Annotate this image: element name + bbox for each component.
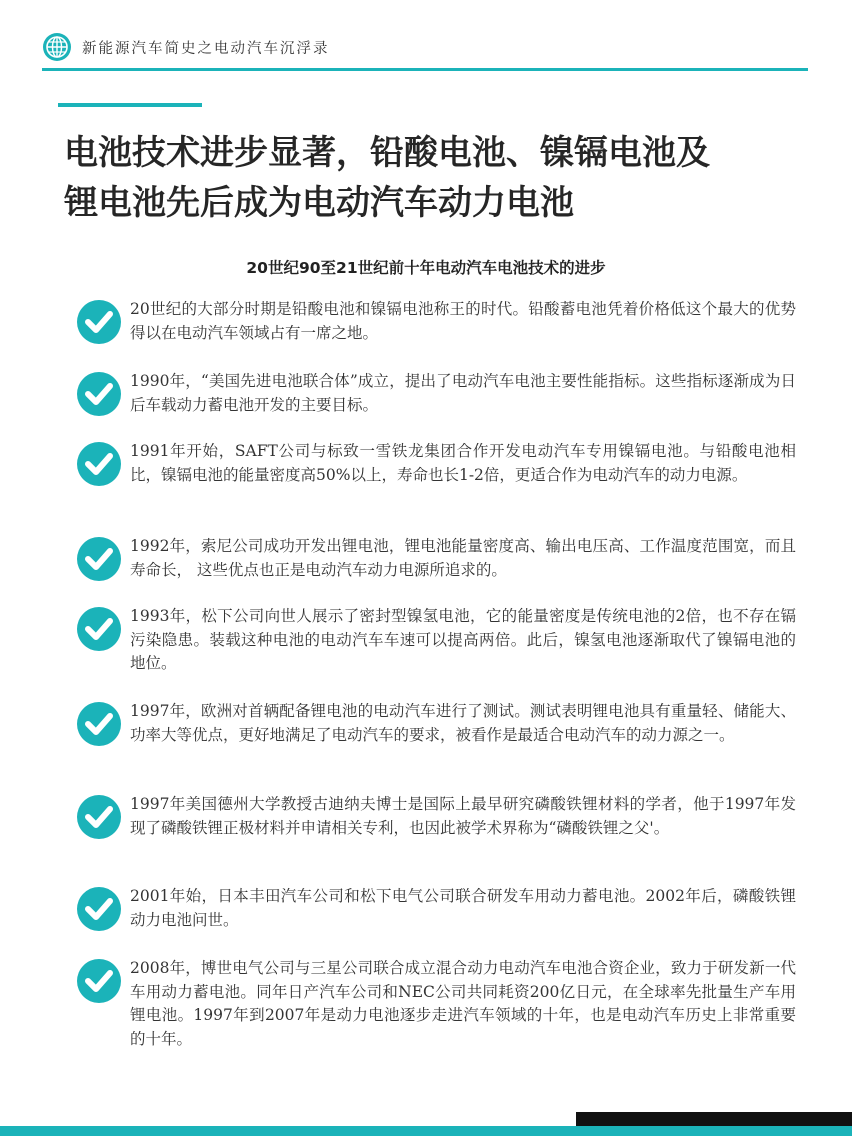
check-circle-icon: [76, 536, 122, 582]
section-subtitle: 20世纪90至21世纪前十年电动汽车电池技术的进步: [246, 259, 606, 277]
list-item-text: 1991年开始，SAFT公司与标致一雪铁龙集团合作开发电动汽车专用镍镉电池。与铅酸电池相比，镍镉电池的能量密度高50%以上，寿命也长1-2倍，更适合作为电动汽车的动力电源。: [130, 442, 796, 484]
title-accent-bar: [58, 103, 202, 107]
check-circle-icon: [76, 958, 122, 1004]
list-item-text: 2001年始，日本丰田汽车公司和松下电气公司联合研发车用动力蓄电池。2002年后，磷酸铁锂动力电池问世。: [130, 887, 796, 929]
list-item-text: 1990年，“美国先进电池联合体”成立，提出了电动汽车电池主要性能指标。这些指标逐渐成为日后车载动力蓄电池开发的主要目标。: [130, 372, 796, 414]
check-circle-icon: [76, 299, 122, 345]
page-title-line1: 电池技术进步显著，铅酸电池、镍镉电池及: [64, 133, 710, 173]
check-circle-icon: [76, 794, 122, 840]
list-item-text: 1997年美国德州大学教授古迪纳夫博士是国际上最早研究磷酸铁锂材料的学者，他于1997年发现了磷酸铁锂正极材料并申请相关专利，也因此被学术界称为“磷酸铁锂之父'。: [130, 795, 796, 837]
check-circle-icon: [76, 701, 122, 747]
list-item-text: 2008年，博世电气公司与三星公司联合成立混合动力电动汽车电池合资企业，致力于研发新一代车用动力蓄电池。同年日产汽车公司和NEC公司共同耗资200亿日元，在全球率先批量生产车用锂电池。1997年到2007年是动力电池逐步走进汽车领域的十年，也是电动汽车历史上非常重要的十年。: [130, 959, 796, 1048]
header: [42, 30, 330, 64]
check-circle-icon: [76, 371, 122, 417]
footer-teal-bar: [0, 1126, 852, 1136]
list-item-text: 1997年，欧洲对首辆配备锂电池的电动汽车进行了测试。测试表明锂电池具有重量轻、储能大、功率大等优点，更好地满足了电动汽车的要求，被看作是最适合电动汽车的动力源之一。: [130, 702, 796, 744]
globe-icon: [42, 32, 72, 62]
list-item-text: 20世纪的大部分时期是铅酸电池和镍镉电池称王的时代。铅酸蓄电池凭着价格低这个最大的优势得以在电动汽车领域占有一席之地。: [130, 300, 796, 342]
list-item-text: 1992年，索尼公司成功开发出锂电池，锂电池能量密度高、输出电压高、工作温度范围宽，而且寿命长， 这些优点也正是电动汽车动力电源所追求的。: [130, 537, 796, 579]
check-circle-icon: [76, 441, 122, 487]
footer-black-bar: [576, 1112, 852, 1126]
list-item-text: 1993年，松下公司向世人展示了密封型镍氢电池，它的能量密度是传统电池的2倍，也不存在镉污染隐患。装载这种电池的电动汽车车速可以提高两倍。此后，镍氢电池逐渐取代了镍镉电池的地位。: [130, 607, 796, 672]
check-circle-icon: [76, 606, 122, 652]
page-title-line2: 锂电池先后成为电动汽车动力电池: [64, 183, 574, 223]
header-title: 新能源汽车简史之电动汽车沉浮录: [82, 40, 330, 57]
header-divider: [42, 68, 808, 71]
check-circle-icon: [76, 886, 122, 932]
page-title: [64, 128, 804, 228]
